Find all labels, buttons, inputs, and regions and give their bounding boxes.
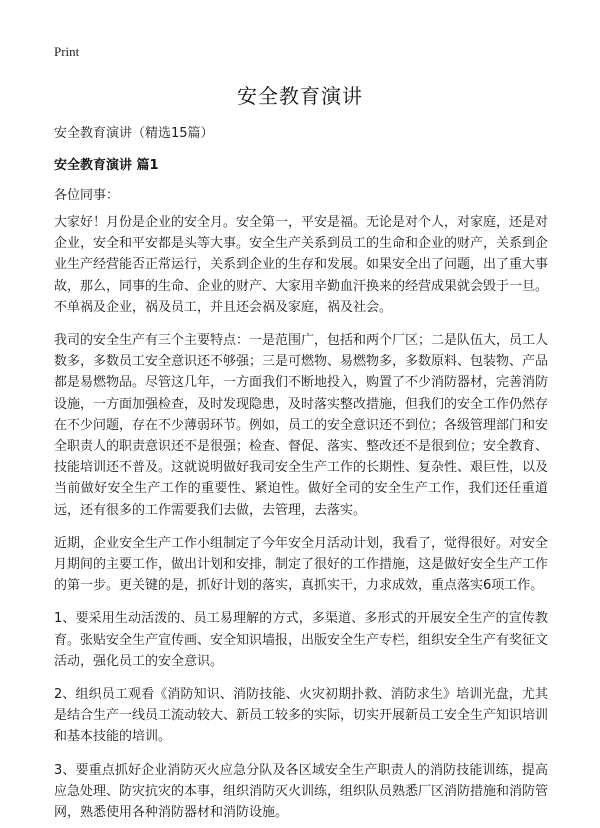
paragraph-plan: 近期，企业安全生产工作小组制定了今年安全月活动计划，我看了，觉得很好。对安全月期间的主要工作，做出计划和安排，制定了很好的工作措施，这是做好安全生产工作的第一步。更关键的是，抓好计划的落实，真抓实干，力求成效，重点落实6项工作。 [54, 535, 549, 594]
paragraph-item-1: 1、要采用生动活泼的、员工易理解的方式，多渠道、多形式的开展安全生产的宣传教育。张贴安全生产宣传画、安全知识墙报，出版安全生产专栏，组织安全生产有奖征文活动，强化员工的安全意识。 [54, 611, 549, 669]
paragraph-characteristics: 我司的安全生产有三个主要特点：一是范围广，包括和两个厂区；二是队伍大，员工人数多，多数员工安全意识还不够强；三是可燃物、易燃物多，多数原料、包装物、产品都是易燃物品。尽管这几年，一方面我们不断地投入，购置了不少消防器材，完善消防设施，一方面加强检查，及时发现隐患，及时落实整改措施，但我们的安全工作仍然存在不少问题，存在不少薄弱环节。例如，员工的安全意识还不到位；各级管理部门和安全职责人的职责意识还不是很强；检查、督促、落实、整改还不是很到位；安全教育、技能培训还不普及。这就说明做好我司安全生产工作的长期性、复杂性、艰巨性，以及当前做好安全生产工作的重要性、紧迫性。做好全司的安全生产工作，我们还任重道远，还有很多的工作需要我们去做，去管理，去落实。 [54, 333, 549, 518]
document-subtitle: 安全教育演讲（精选15篇） [54, 126, 214, 141]
paragraph-item-3: 3、要重点抓好企业消防灭火应急分队及各区域安全生产职责人的消防技能训练，提高应急处理、防灾抗灾的本事，组织消防灭火训练，组织队员熟悉厂区消防措施和消防管网，熟悉使用各种消防器材和消防设施。 [54, 762, 549, 821]
greeting: 各位同事： [54, 188, 120, 203]
paragraph-item-2: 2、组织员工观看《消防知识、消防技能、火灾初期扑救、消防求生》培训光盘，尤其是结合生产一线员工流动较大、新员工较多的实际，切实开展新员工安全生产知识培训和基本技能的培训。 [54, 687, 549, 745]
document-title: 安全教育演讲 [237, 84, 363, 108]
section-heading: 安全教育演讲 篇1 [54, 158, 159, 173]
print-link[interactable]: Print [54, 44, 80, 59]
paragraph-intro: 大家好！月份是企业的安全月。安全第一，平安是福。无论是对个人，对家庭，还是对企业，安全和平安都是头等大事。安全生产关系到员工的生命和企业的财产，关系到企业生产经营能否正常运行，关系到企业的生存和发展。如果安全出了问题，出了重大事故，那么，同事的生命、企业的财产、大家用辛勤血汗换来的经营成果就会毁于一旦。不单祸及企业，祸及员工，并且还会祸及家庭，祸及社会。 [54, 215, 549, 315]
document-body [54, 212, 548, 828]
